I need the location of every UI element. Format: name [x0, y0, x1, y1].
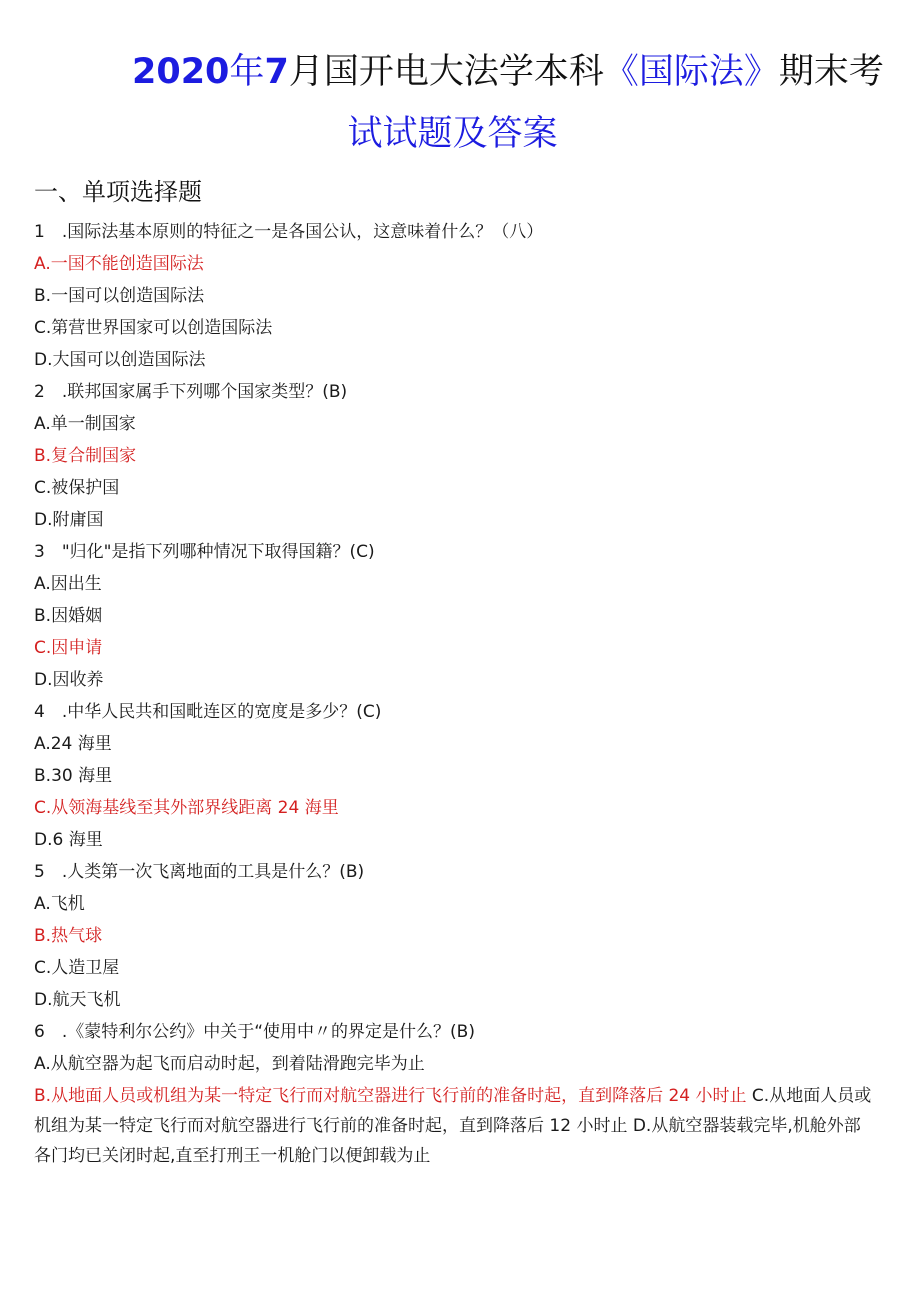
other-options-text: C.从地面人员或机组为某一特定飞行而对航空器进行飞行前的准备时起，直到降落后 12 小时止 D.从航空器装载完毕,机舱外部各门均已关闭时起,直至打刑王一机舱门以便卸载为止 [34, 1086, 872, 1166]
question-text: 3 "归化"是指下列哪种情况下取得国籍？(C) [34, 542, 375, 562]
answer-option: C.第营世界国家可以创造国际法 [34, 318, 273, 338]
question-text: 5 .人类第一次飞离地面的工具是什么？(B) [34, 862, 365, 882]
answer-option: A.飞机 [34, 894, 85, 914]
answer-option: D.因收养 [34, 670, 104, 690]
answer-option: D.6 海里 [34, 830, 103, 850]
correct-answer-option: A.一国不能创造国际法 [34, 254, 204, 274]
question-text: 6 .《蒙特利尔公约》中关于“使用中〃的界定是什么？(B) [34, 1022, 475, 1042]
correct-answer-option: C.从领海基线至其外部界线距离 24 海里 [34, 798, 339, 818]
document-title-line-1 [132, 50, 892, 94]
correct-answer-option: B.从地面人员或机组为某一特定飞行而对航空器进行飞行前的准备时起，直到降落后 24 小时止 [34, 1086, 747, 1106]
correct-answer-option: B.复合制国家 [34, 446, 137, 466]
answer-option: A.24 海里 [34, 734, 112, 754]
title-year-suffix: 年 [229, 52, 265, 92]
answer-option: A.因出生 [34, 574, 102, 594]
question-text: 2 .联邦国家属手下列哪个国家类型？(B) [34, 382, 348, 402]
answer-option: A.单一制国家 [34, 414, 136, 434]
answer-option: B.因婚姻 [34, 606, 103, 626]
title-course-prefix: 国开电大法学本科 [323, 52, 604, 92]
answer-option: C.被保护国 [34, 478, 120, 498]
question-6-options-paragraph [34, 1081, 874, 1171]
answer-option: C.人造卫屋 [34, 958, 120, 978]
answer-option: D.附庸国 [34, 510, 104, 530]
answer-option: B.30 海里 [34, 766, 113, 786]
title-month-suffix: 月 [288, 52, 324, 92]
title-course-name: 《国际法》 [603, 52, 779, 92]
question-text: 4 .中华人民共和国毗连区的宽度是多少？(C) [34, 702, 382, 722]
question-text: 1 .国际法基本原则的特征之一是各国公认，这意味着什么？（八） [34, 222, 544, 242]
correct-answer-option: B.热气球 [34, 926, 103, 946]
correct-answer-option: C.因申请 [34, 638, 103, 658]
answer-option: D.航天飞机 [34, 990, 121, 1010]
title-year: 2020 [132, 52, 230, 92]
title-course-suffix: 期末考 [778, 52, 884, 92]
document-title-line-2: 试试题及答案 [347, 114, 558, 154]
title-month: 7 [264, 52, 289, 92]
answer-option: B.一国可以创造国际法 [34, 286, 205, 306]
section-heading: 一、单项选择题 [34, 178, 202, 206]
answer-option: D.大国可以创造国际法 [34, 350, 206, 370]
answer-option: A.从航空器为起飞而启动时起，到着陆滑跑完毕为止 [34, 1054, 425, 1074]
